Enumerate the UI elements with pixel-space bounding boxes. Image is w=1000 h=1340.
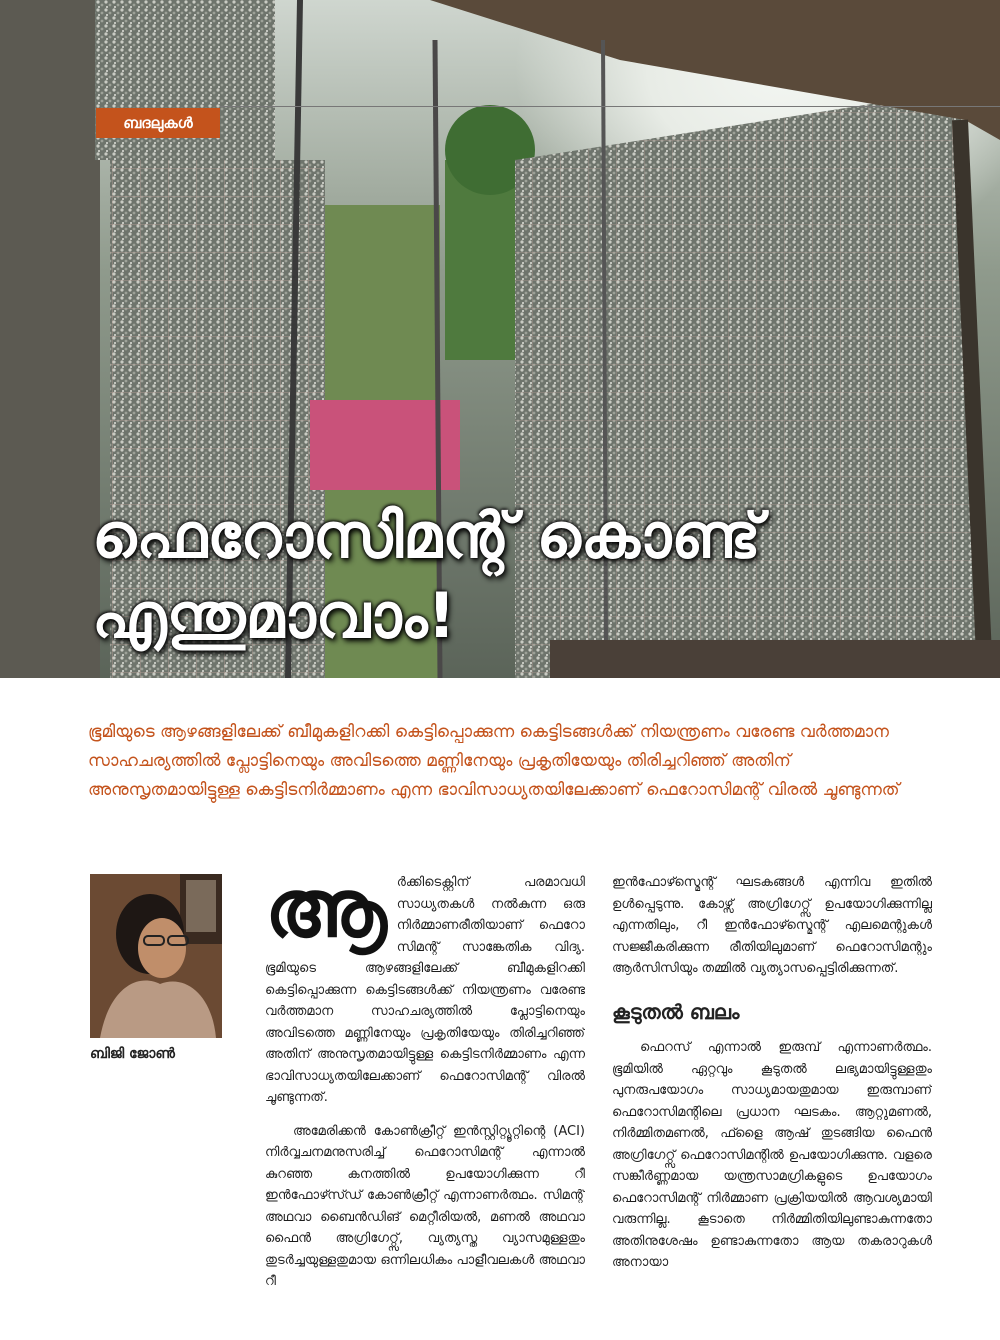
column2-paragraph-1: ഇൻഫോഴ്സ്മെന്റ് ഘടകങ്ങൾ എന്നിവ ഇതിൽ ഉൾപ്പെടുന്നു. കോഴ്സ് അഗ്രിഗേറ്റ്സ് ഉപയോഗിക്കുന്നില്ല എന്നതിലും, റീ ഇൻഫോഴ്സ്മെന്റ് എലമെന്റുകൾ സജ്ജീകരിക്കുന്ന രീതിയിലുമാണ് ഫെറോസിമന്റും ആർസിസിയും തമ്മിൽ വ്യത്യാസപ്പെട്ടിരിക്കുന്നത്. bbox=[612, 875, 932, 976]
author-photo bbox=[90, 874, 222, 1038]
subheading: കൂടുതൽ ബലം bbox=[612, 999, 740, 1024]
body-column-2 bbox=[612, 872, 932, 1317]
drop-cap: ആ bbox=[265, 872, 387, 955]
column1-text-1: ർക്കിടെക്റ്റിന് പരമാവധി സാധ്യതകൾ നൽകുന്ന ഒരു നിർമ്മാണരീതിയാണ് ഫെറോ സിമന്റ് സാങ്കേതിക വിദ്യ. ഭൂമിയുടെ ആഴങ്ങളിലേക്ക് ബീമുകളിറക്കി കെട്ടിപ്പൊക്കുന്ന കെട്ടിടങ്ങൾക്ക് നിയന്ത്രണം വരേണ്ട വർത്തമാന സാഹചര്യത്തിൽ പ്ലോട്ടിനെയും അവിടത്തെ മണ്ണിനേയും പ്രകൃതിയേയും തിരിച്ചറിഞ്ഞ് അതിന് അനുസൃതമായിട്ടുള്ള കെട്ടിടനിർമ്മാണം എന്ന ഭാവിസാധ്യതയിലേക്കാണ് ഫെറോസിമന്റ് വിരൽ ചൂണ്ടുന്നത്. bbox=[265, 875, 585, 1105]
body-column-1 bbox=[265, 872, 585, 1317]
lead-paragraph: ഭൂമിയുടെ ആഴങ്ങളിലേക്ക് ബീമുകളിറക്കി കെട്ടിപ്പൊക്കുന്ന കെട്ടിടങ്ങൾക്ക് നിയന്ത്രണം വരേണ്ട വർത്തമാന സാഹചര്യത്തിൽ പ്ലോട്ടിനെയും അവിടത്തെ മണ്ണിനേയും പ്രകൃതിയേയും തിരിച്ചറിഞ്ഞ് അതിന് അനുസൃതമായിട്ടുള്ള കെട്ടിടനിർമ്മാണം എന്ന ഭാവിസാധ്യതയിലേക്കാണ് ഫെറോസിമന്റ് വിരൽ ചൂണ്ടുന്നത് bbox=[88, 722, 900, 800]
column2-paragraph-2: ഫെറസ് എന്നാൽ ഇരുമ്പ് എന്നാണർത്ഥം. ഭൂമിയിൽ ഏറ്റവും കൂടുതൽ ലഭ്യമായിട്ടുള്ളതും പുനരുപയോഗം സാധ്യമായതുമായ ഇരുമ്പാണ് ഫെറോസിമന്റിലെ പ്രധാന ഘടകം. ആറ്റുമണൽ, നിർമ്മിതമണൽ, ഫ്ളൈ ആഷ് തുടങ്ങിയ ഫൈൻ അഗ്രിഗേറ്റ്സ് ഫെറോസിമന്റിൽ ഉപയോഗിക്കുന്നു. വളരെ സങ്കീർണ്ണമായ യന്ത്രസാമഗ്രികളുടെ ഉപയോഗം ഫെറോസിമന്റ് നിർമ്മാണ പ്രക്രിയയിൽ ആവശ്യമായി വരുന്നില്ല. കൂടാതെ നിർമ്മിതിയിലുണ്ടാകുന്നതോ അതിനുശേഷം ഉണ്ടാകുന്നതോ ആയ തകരാറുകൾ അനായാ bbox=[612, 1040, 932, 1270]
title-line-2: എന്തുമാവാം! bbox=[92, 579, 456, 652]
title-line-1: ഫെറോസിമന്റ് കൊണ്ട് bbox=[92, 499, 761, 572]
section-rule bbox=[220, 106, 1000, 107]
column1-paragraph-2: അമേരിക്കൻ കോൺക്രീറ്റ് ഇൻസ്റ്റിറ്റ്യൂറ്റിന്റെ (ACI) നിർവ്വചനമനുസരിച്ച് ഫെറോസിമന്റ് എന്നാൽ കുറഞ്ഞ കനത്തിൽ ഉപയോഗിക്കുന്ന റീ ഇൻഫോഴ്സ്ഡ് കോൺക്രീറ്റ് എന്നാണർത്ഥം. സിമന്റ് അഥവാ ബൈൻഡിങ് മെറ്റീരിയൽ, മണൽ അഥവാ ഫൈൻ അഗ്രിഗേറ്റ്സ്, വ്യത്യസ്ത വ്യാസമുള്ളതും തുടർച്ചയുള്ളതുമായ ഒന്നിലധികം പാളീവലകൾ അഥവാ റീ bbox=[265, 1123, 585, 1289]
column1-paragraph-1 bbox=[265, 872, 585, 1109]
author-name: ബിജി ജോൺ bbox=[90, 1046, 175, 1062]
article-title bbox=[92, 496, 852, 656]
left-pillar bbox=[0, 0, 100, 678]
section-tag: ബദലുകൾ bbox=[96, 108, 220, 138]
